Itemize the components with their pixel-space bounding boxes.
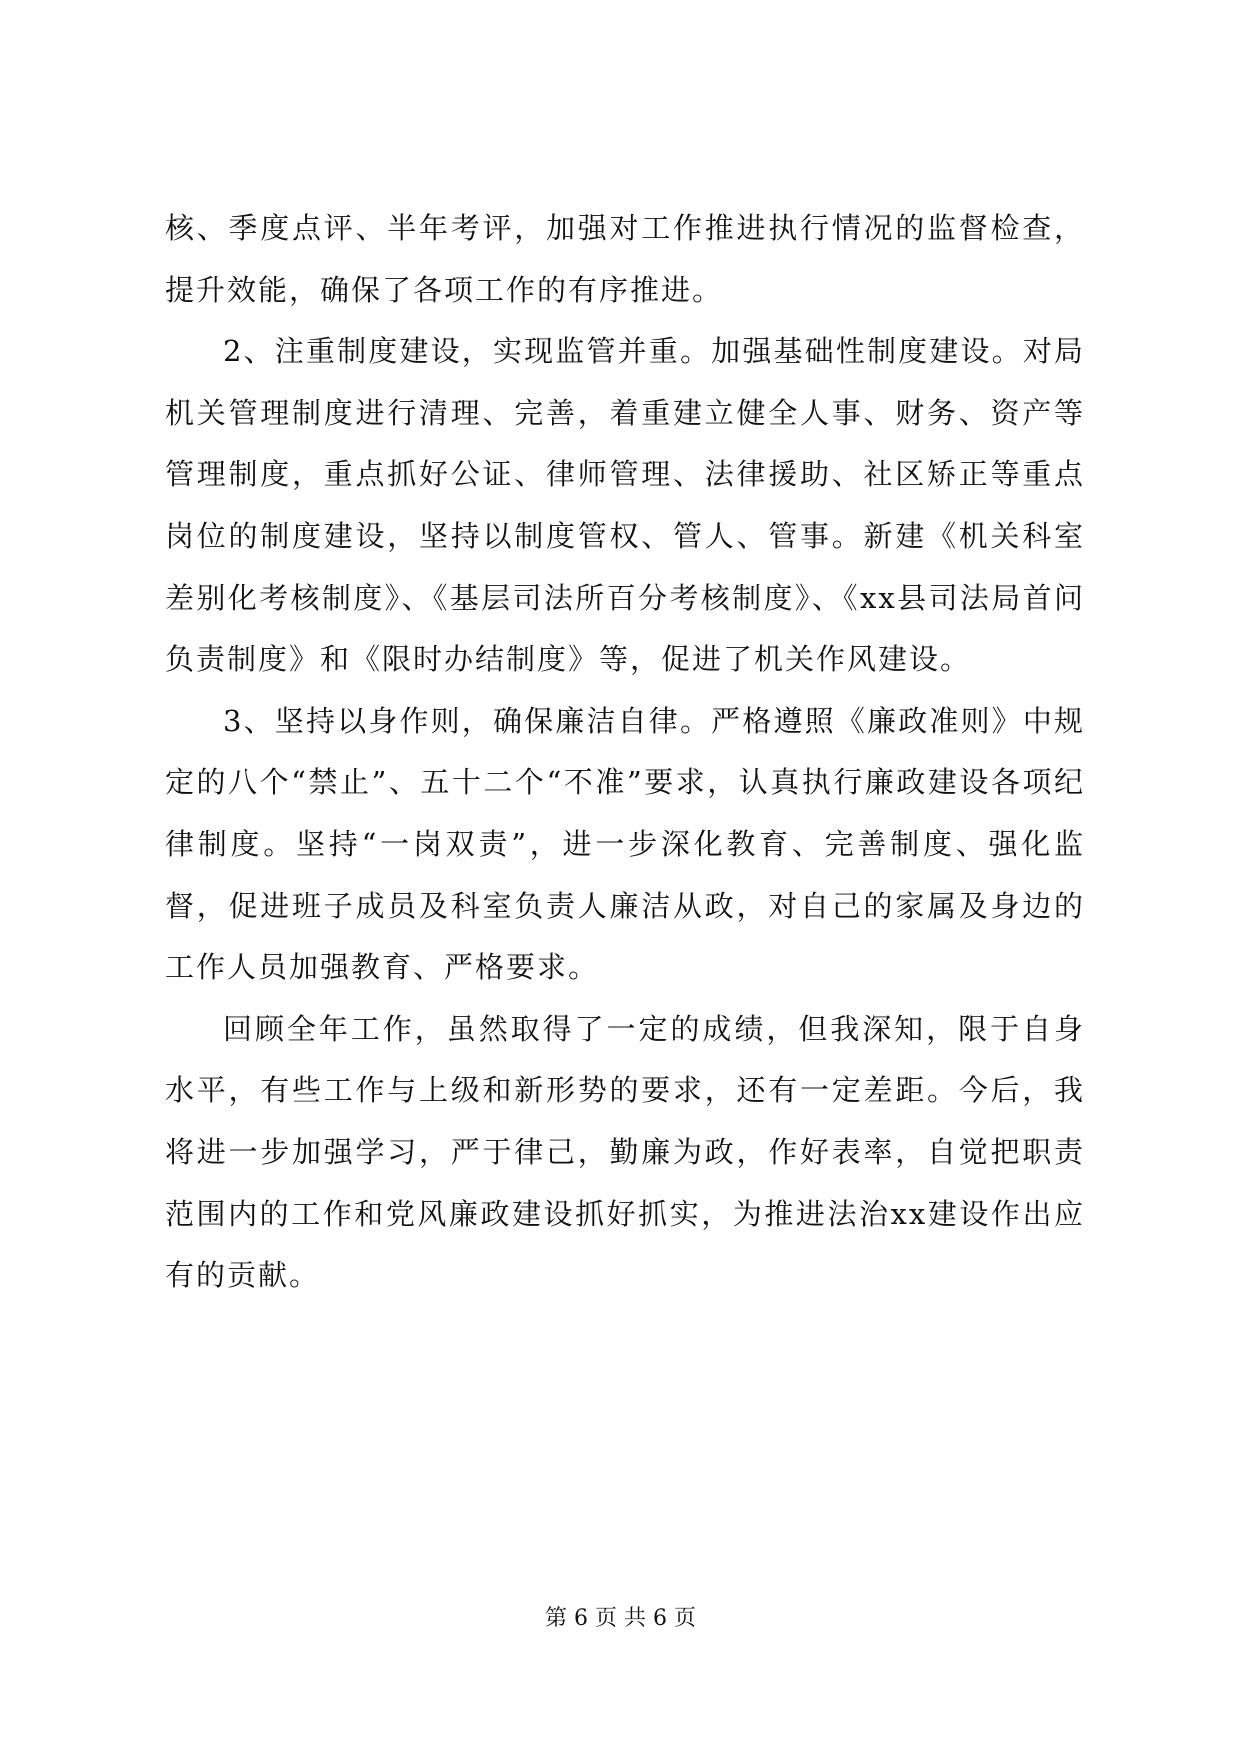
paragraph-continuation: 核、季度点评、半年考评，加强对工作推进执行情况的监督检查，提升效能，确保了各项工作的有序推进。	[165, 211, 1085, 307]
paragraph-year-review: 回顾全年工作，虽然取得了一定的成绩，但我深知，限于自身水平，有些工作与上级和新形势的要求，还有一定差距。今后，我将进一步加强学习，严于律己，勤廉为政，作好表率，自觉把职责范围内的工作和党风廉政建设抓好抓实，为推进法治xx建设作出应有的贡献。	[165, 1011, 1085, 1293]
page-number-footer: 第 6 页 共 6 页	[545, 1606, 696, 1631]
paragraph-self-discipline: 3、坚持以身作则，确保廉洁自律。严格遵照《廉政准则》中规定的八个“禁止”、五十二个“不准”要求，认真执行廉政建设各项纪律制度。坚持“一岗双责”，进一步深化教育、完善制度、强化监督，促进班子成员及科室负责人廉洁从政，对自己的家属及身边的工作人员加强教育、严格要求。	[165, 703, 1085, 985]
paragraph-institution-building: 2、注重制度建设，实现监管并重。加强基础性制度建设。对局机关管理制度进行清理、完善，着重建立健全人事、财务、资产等管理制度，重点抓好公证、律师管理、法律援助、社区矫正等重点岗位的制度建设，坚持以制度管权、管人、管事。新建《机关科室差别化考核制度》、《基层司法所百分考核制度》、《xx县司法局首问负责制度》和《限时办结制度》等，促进了机关作风建设。	[165, 334, 1085, 677]
document-body	[165, 198, 1085, 1307]
